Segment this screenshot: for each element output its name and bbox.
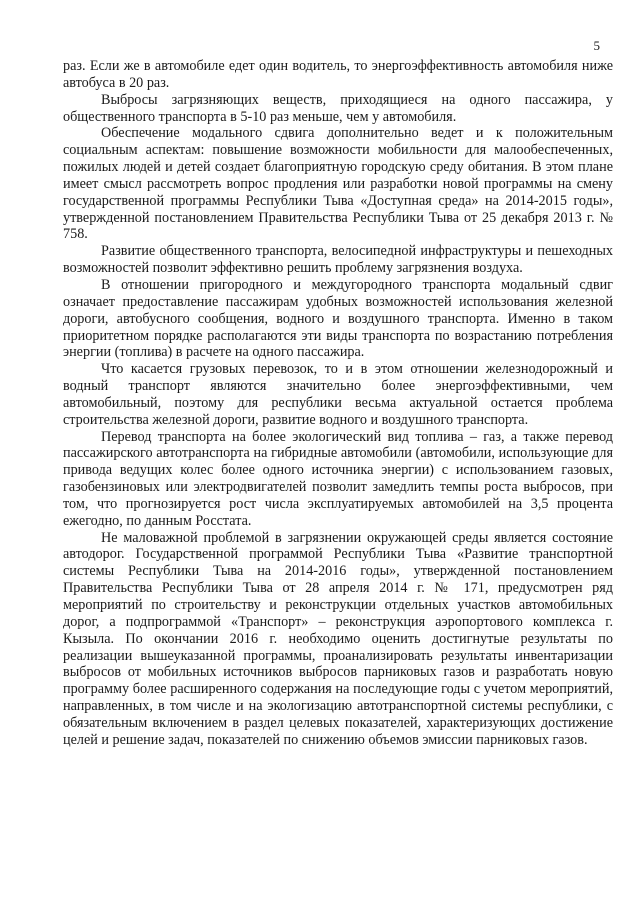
page-number: 5 bbox=[593, 38, 600, 53]
paragraph-4: Развитие общественного транспорта, велосипедной инфраструктуры и пешеходных возможностей позволит эффективно решить проблему загрязнения воздуха. bbox=[63, 243, 613, 277]
paragraph-5: В отношении пригородного и междугородного транспорта модальный сдвиг означает предоставление пассажирам удобных возможностей использования железной дороги, автобусного сообщения, водного и воздушного транспорта. Именно в таком приоритетном порядке располагаются эти виды транспорта по возрастанию потребления энергии (топлива) в расчете на одного пассажира. bbox=[63, 276, 613, 361]
paragraph-8: Не маловажной проблемой в загрязнении окружающей среды является состояние автодорог. Государственной программой Республики Тыва «Развитие транспортной системы Республики Тыва на 2014-2016 годы», утвержденной постановлением Правительства Республики Тыва от 28 апреля 2014 г. № 171, предусмотрен ряд мероприятий по строительству и реконструкции отдельных участков автомобильных дорог, а подпрограммой «Транспорт» – реконструкция аэропортового комплекса г. Кызыла. По окончании 2016 г. необходимо оценить достигнутые результаты по реализации вышеуказанной программы, проанализировать результаты инвентаризации выбросов от мобильных источников выбросов парниковых газов и разработать новую программу более расширенного содержания на последующие годы с учетом мероприятий, направленных, в том числе и на экологизацию автотранспортной системы республики, с обязательным включением в раздел целевых показателей, характеризующих достижение целей и решение задач, показателей по снижению объемов эмиссии парниковых газов. bbox=[63, 529, 613, 748]
paragraph-2: Выбросы загрязняющих веществ, приходящиеся на одного пассажира, у общественного транспорта в 5-10 раз меньше, чем у автомобиля. bbox=[63, 91, 613, 125]
paragraph-1: раз. Если же в автомобиле едет один водитель, то энергоэффективность автомобиля ниже автобуса в 20 раз. bbox=[63, 58, 613, 91]
paragraph-7: Перевод транспорта на более экологический вид топлива – газ, а также перевод пассажирского автотранспорта на гибридные автомобили (автомобили, использующие для привода ведущих колес более одного источника энергии) с использованием газовых, газобензиновых или электродвигателей позволит замедлить темпы роста выбросов, при том, что прогнозируется рост числа эксплуатируемых автомобилей на 3,5 процента ежегодно, по данным Росстата. bbox=[63, 428, 613, 529]
paragraph-3: Обеспечение модального сдвига дополнительно ведет и к положительным социальным аспектам: повышение возможности мобильности для малообеспеченных, пожилых людей и детей создает благоприятную городскую среду обитания. В этом плане имеет смысл рассмотреть вопрос продления или разработки новой программы на смену государственной программы Республики Тыва «Доступная среда» на 2014-2015 годы», утвержденной постановлением Правительства Республики Тыва от 25 декабря 2013 г. № 758. bbox=[63, 125, 613, 243]
document-body bbox=[63, 58, 613, 749]
paragraph-6: Что касается грузовых перевозок, то и в этом отношении железнодорожный и водный транспорт являются значительно более энергоэффективными, чем автомобильный, поэтому для республики весьма актуальной остается проблема строительства железной дороги, развитие водного и воздушного транспорта. bbox=[63, 361, 613, 428]
